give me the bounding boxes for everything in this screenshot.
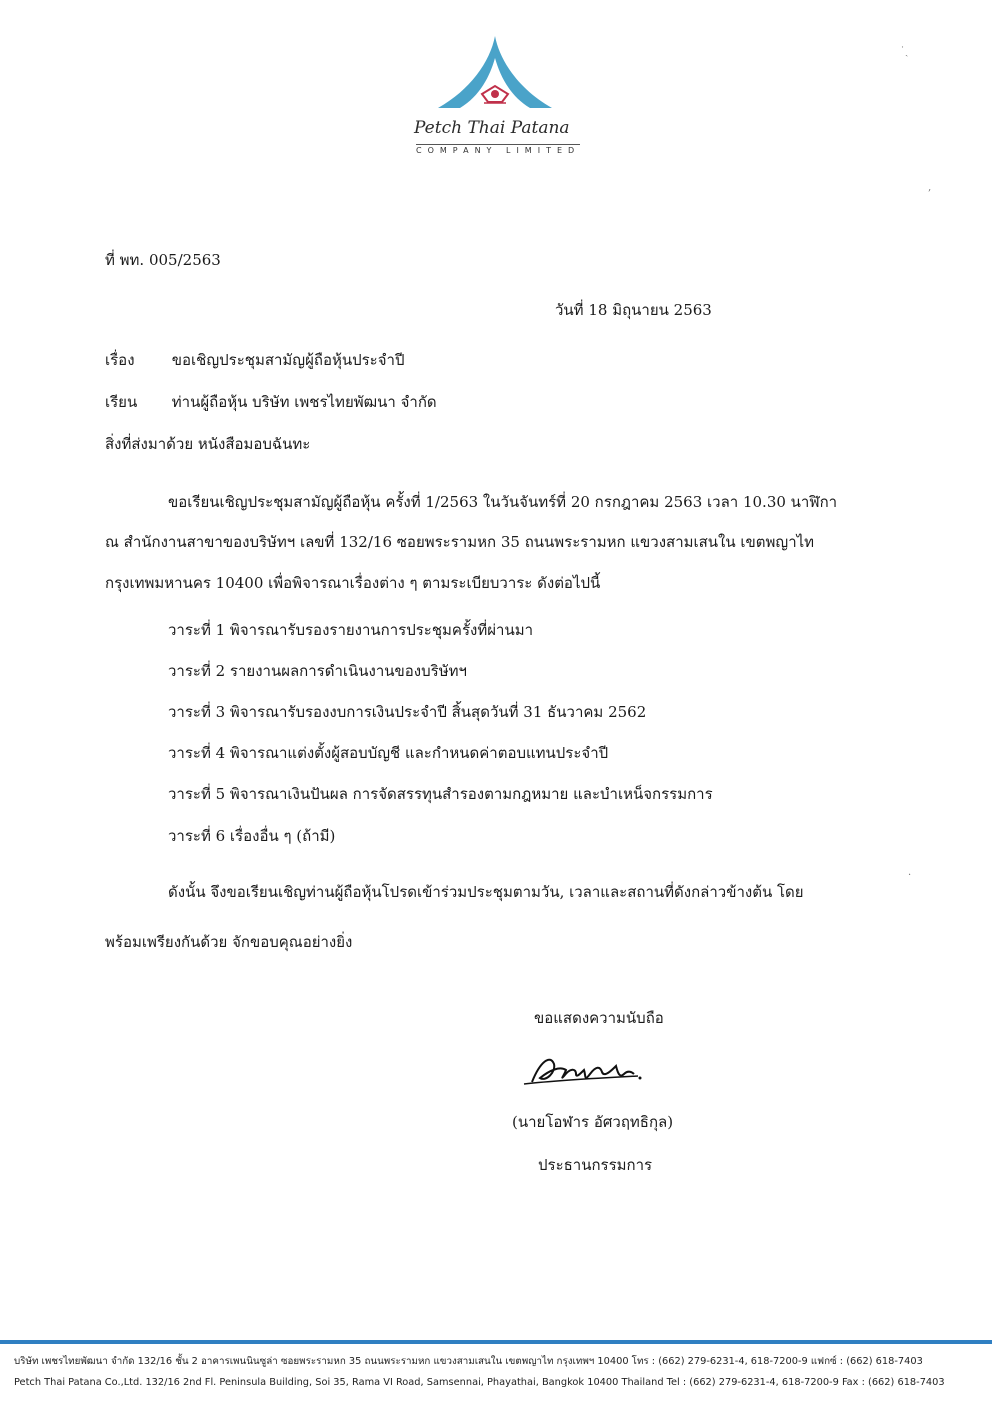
agenda-item: วาระที่ 5 พิจารณาเงินปันผล การจัดสรรทุนสำรองตามกฎหมาย และบำเหน็จกรรมการ xyxy=(168,785,713,803)
pagoda-roof-icon xyxy=(430,32,560,116)
body-line: ณ สำนักงานสาขาของบริษัทฯ เลขที่ 132/16 ซอยพระรามหก 35 ถนนพระรามหก แขวงสามเสนใน เขตพญาไท xyxy=(105,533,815,551)
subject-text: ขอเชิญประชุมสามัญผู้ถือหุ้นประจำปี xyxy=(171,351,405,369)
subject-line xyxy=(105,350,404,370)
recipient-text: ท่านผู้ถือหุ้น บริษัท เพชรไทยพัฒนา จำกัด xyxy=(171,393,437,411)
letter-date: วันที่ 18 มิถุนายน 2563 xyxy=(555,301,712,319)
subject-label: เรื่อง xyxy=(105,351,135,369)
enclosure-line: สิ่งที่ส่งมาด้วย หนังสือมอบฉันทะ xyxy=(105,435,311,453)
body-line: กรุงเทพมหานคร 10400 เพื่อพิจารณาเรื่องต่าง ๆ ตามระเบียบวาระ ดังต่อไปนี้ xyxy=(105,574,601,592)
logo-company-name: Petch Thai Patana xyxy=(414,118,570,138)
agenda-item: วาระที่ 1 พิจารณารับรองรายงานการประชุมครั้งที่ผ่านมา xyxy=(168,621,534,639)
body-line: ขอเรียนเชิญประชุมสามัญผู้ถือหุ้น ครั้งที่ 1/2563 ในวันจันทร์ที่ 20 กรกฎาคม 2563 เวลา 10.30 นาฬิกา xyxy=(168,493,838,511)
scan-speck: · xyxy=(908,870,912,881)
agenda-item: วาระที่ 3 พิจารณารับรองงบการเงินประจำปี สิ้นสุดวันที่ 31 ธันวาคม 2562 xyxy=(168,703,647,721)
company-logo xyxy=(400,32,590,162)
logo-company-subtitle: COMPANY LIMITED xyxy=(416,146,581,155)
agenda-item: วาระที่ 4 พิจารณาแต่งตั้งผู้สอบบัญชี และกำหนดค่าตอบแทนประจำปี xyxy=(168,744,609,762)
footer-address-thai: บริษัท เพชรไทยพัฒนา จำกัด 132/16 ชั้น 2 อาคารเพนนินซูล่า ซอยพระรามหก 35 ถนนพระรามหก แขวงสามเสนใน เขตพญาไท กรุงเทพฯ 10400 โทร : (662) 279-6231-4, 618-7200-9 แฟกซ์ : (662) 618-7403 xyxy=(14,1356,923,1367)
scan-speck: ˙ˏ xyxy=(900,46,909,57)
agenda-item: วาระที่ 6 เรื่องอื่น ๆ (ถ้ามี) xyxy=(168,827,336,845)
scan-speck: ‚ xyxy=(928,182,932,193)
signer-name: (นายโอฬาร อัศวฤทธิกุล) xyxy=(512,1113,674,1131)
closing-line: พร้อมเพรียงกันด้วย จักขอบคุณอย่างยิ่ง xyxy=(105,933,353,951)
footer-accent-bar xyxy=(0,1340,992,1344)
recipient-line xyxy=(105,392,437,412)
closing-line: ดังนั้น จึงขอเรียนเชิญท่านผู้ถือหุ้นโปรดเข้าร่วมประชุมตามวัน, เวลาและสถานที่ดังกล่าวข้างต้น โดย xyxy=(168,883,804,901)
footer-address-english: Petch Thai Patana Co.,Ltd. 132/16 2nd Fl. Peninsula Building, Soi 35, Rama VI Road, Samsennai, Phayathai, Bangkok 10400 Thailand Tel : (662) 279-6231-4, 618-7200-9 Fax : (662) 618-7403 xyxy=(14,1377,945,1388)
recipient-label: เรียน xyxy=(105,393,138,411)
signer-title: ประธานกรรมการ xyxy=(538,1156,653,1174)
handwritten-signature xyxy=(520,1052,650,1092)
reference-number: ที่ พท. 005/2563 xyxy=(105,251,221,269)
regards-text: ขอแสดงความนับถือ xyxy=(534,1009,664,1027)
agenda-item: วาระที่ 2 รายงานผลการดำเนินงานของบริษัทฯ xyxy=(168,662,467,680)
